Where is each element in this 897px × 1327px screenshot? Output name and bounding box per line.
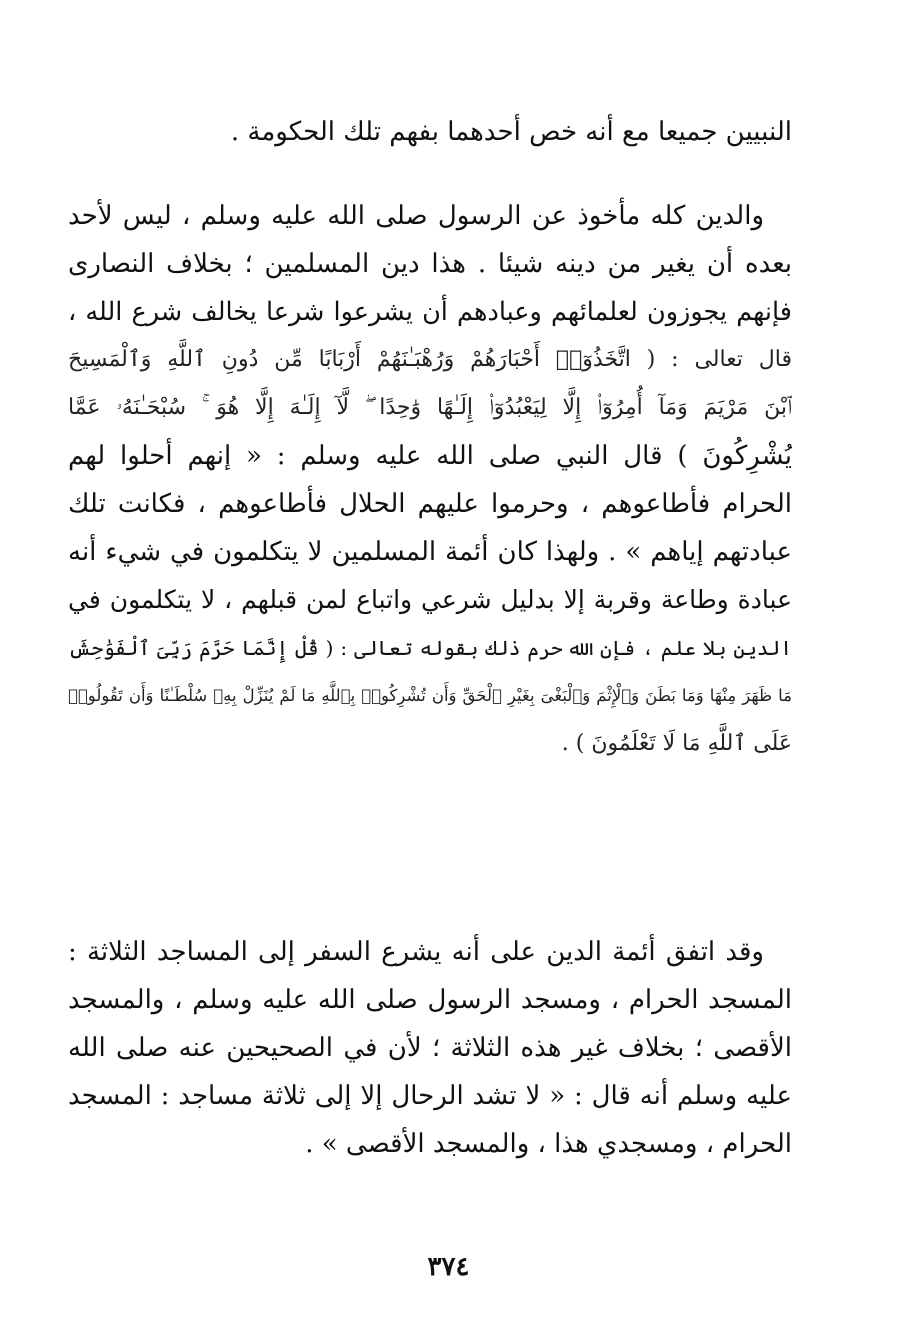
text-line: بعده أن يغير من دينه شيئا . هذا دين المسلمين ؛ بخلاف النصارى bbox=[68, 249, 792, 279]
text-line: والدين كله مأخوذ عن الرسول صلى الله عليه وسلم ، ليس لأحد bbox=[68, 201, 764, 231]
text-line: عبادة وطاعة وقربة إلا بدليل شرعي واتباع لمن قبلهم ، لا يتكلمون في bbox=[68, 585, 792, 614]
page-number: ٣٧٤ bbox=[427, 1252, 470, 1282]
text-line: فإنهم يجوزون لعلمائهم وعبادهم أن يشرعوا شرعا يخالف شرع الله ، bbox=[68, 297, 792, 327]
paragraph-2 bbox=[68, 192, 792, 768]
paragraph-1 bbox=[68, 108, 792, 156]
text-line: النبيين جميعا مع أنه خص أحدهما بفهم تلك الحكومة . bbox=[230, 117, 792, 147]
quran-verse-line: ٱبْنَ مَرْيَمَ وَمَآ أُمِرُوٓا۟ إِلَّا لِيَعْبُدُوٓا۟ إِلَـٰهًا وَٰحِدًا ۖ لَّآ إِلَـٰهَ إِلَّا هُوَ ۚ سُبْحَـٰنَهُۥ عَمَّا bbox=[68, 395, 792, 420]
text-line: الحرام ، ومسجدي هذا ، والمسجد الأقصى » . bbox=[305, 1129, 792, 1159]
text-line: الدين بلا علم ، فإن الله حرم ذلك بقوله تعالى : ( قُلْ إِنَّمَا حَرَّمَ رَبِّىَ ٱلْفَوَٰحِشَ bbox=[68, 636, 792, 660]
quran-verse-line: قال تعالى : ( اتَّخَذُوٓا۟ أَحْبَارَهُمْ وَرُهْبَـٰنَهُمْ أَرْبَابًا مِّن دُونِ ٱللَّهِ وَٱلْمَسِيحَ bbox=[68, 347, 792, 372]
text-line: عليه وسلم أنه قال : « لا تشد الرحال إلا إلى ثلاثة مساجد : المسجد bbox=[68, 1081, 792, 1111]
text-line: وقد اتفق أئمة الدين على أنه يشرع السفر إلى المساجد الثلاثة : bbox=[68, 937, 764, 967]
paragraph-3 bbox=[68, 928, 792, 1168]
text-line: عبادتهم إياهم » . ولهذا كان أئمة المسلمين لا يتكلمون في شيء أنه bbox=[68, 537, 792, 567]
text-line: الحرام فأطاعوهم ، وحرموا عليهم الحلال فأطاعوهم ، فكانت تلك bbox=[68, 489, 792, 519]
text-line: المسجد الحرام ، ومسجد الرسول صلى الله عليه وسلم ، والمسجد bbox=[68, 985, 792, 1015]
text-line: يُشْرِكُونَ ) قال النبي صلى الله عليه وسلم : « إنهم أحلوا لهم bbox=[68, 441, 792, 471]
quran-verse-line: مَا ظَهَرَ مِنْهَا وَمَا بَطَنَ وَٱلْإِثْمَ وَٱلْبَغْىَ بِغَيْرِ ٱلْحَقِّ وَأَن تُشْرِكُوا۟ بِٱللَّهِ مَا لَمْ يُنَزِّلْ بِهِۦ سُلْطَـٰنًا وَأَن تَقُولُوا۟ bbox=[68, 686, 792, 705]
text-line: الأقصى ؛ بخلاف غير هذه الثلاثة ؛ لأن في الصحيحين عنه صلى الله bbox=[68, 1033, 792, 1063]
quran-verse-line: عَلَى ٱللَّهِ مَا لَا تَعْلَمُونَ ) . bbox=[561, 731, 792, 756]
